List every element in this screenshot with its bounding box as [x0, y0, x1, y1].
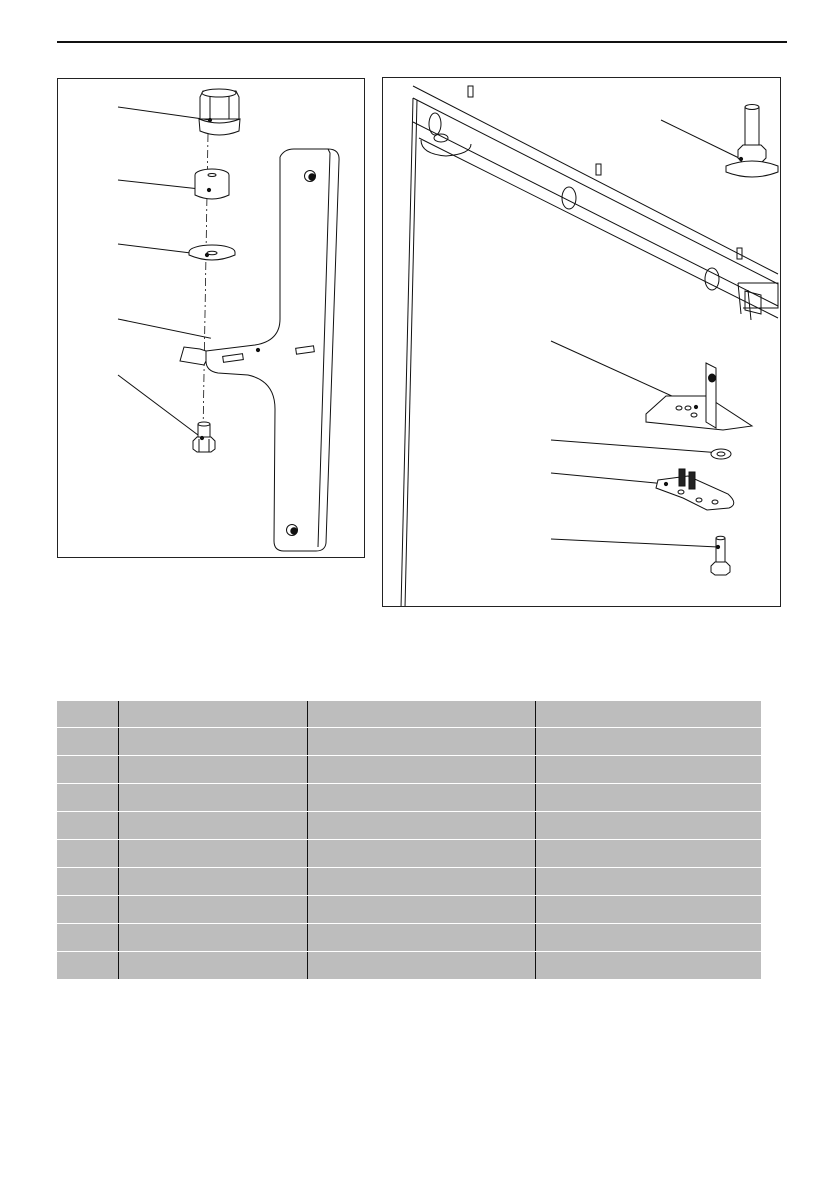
table-cell	[118, 924, 307, 952]
leader-line-c	[551, 440, 721, 453]
table-cell	[118, 868, 307, 896]
table-cell	[307, 728, 535, 756]
table-cell	[118, 840, 307, 868]
hinge-plate-studs-icon	[656, 469, 734, 510]
table-cell	[307, 701, 535, 728]
table-cell	[535, 701, 761, 728]
table-cell	[57, 840, 118, 868]
table-cell	[118, 701, 307, 728]
table-cell	[57, 924, 118, 952]
table-row	[57, 924, 761, 952]
table-cell	[535, 756, 761, 784]
table-cell	[57, 896, 118, 924]
leader-line-d	[551, 473, 666, 484]
table-cell	[57, 952, 118, 980]
table-cell	[307, 840, 535, 868]
table-cell	[57, 756, 118, 784]
table-cell	[57, 868, 118, 896]
table-row	[57, 784, 761, 812]
table-cell	[118, 812, 307, 840]
table-cell	[535, 840, 761, 868]
table-row	[57, 868, 761, 896]
small-washer-icon	[711, 449, 731, 459]
table-row	[57, 701, 761, 728]
table-cell	[535, 784, 761, 812]
table-cell	[307, 952, 535, 980]
table-row	[57, 896, 761, 924]
table-cell	[535, 728, 761, 756]
rail-hole-2	[705, 268, 719, 290]
hinge-bracket-icon	[646, 363, 752, 430]
table-row	[57, 756, 761, 784]
table-cell	[535, 812, 761, 840]
table-row	[57, 728, 761, 756]
table-cell	[535, 924, 761, 952]
adjustable-foot-icon	[726, 105, 778, 178]
bushing-icon	[195, 169, 229, 199]
table-cell	[118, 784, 307, 812]
table-row	[57, 812, 761, 840]
parts-table	[57, 701, 761, 979]
cabinet-base-drawing	[383, 78, 781, 607]
pin-bolt-icon	[711, 536, 730, 575]
table-cell	[118, 756, 307, 784]
leader-line-1	[118, 107, 210, 120]
table-cell	[57, 728, 118, 756]
table-cell	[307, 868, 535, 896]
table-row	[57, 952, 761, 980]
table-cell	[535, 896, 761, 924]
hinge-plate-icon	[180, 149, 339, 551]
table-cell	[307, 896, 535, 924]
table-cell	[57, 701, 118, 728]
header-rule	[57, 41, 787, 43]
hinge-exploded-drawing	[58, 79, 365, 558]
rail-screw-1	[468, 86, 473, 97]
figure-hinge-exploded	[57, 78, 365, 558]
table-cell	[307, 784, 535, 812]
table-cell	[118, 952, 307, 980]
table-cell	[57, 784, 118, 812]
leader-line-e	[551, 539, 718, 547]
bolt-icon	[193, 422, 215, 452]
table-cell	[57, 812, 118, 840]
base-rail	[413, 86, 778, 318]
table-cell	[118, 728, 307, 756]
table-cell	[535, 868, 761, 896]
leader-line-5	[118, 375, 202, 438]
table-cell	[307, 924, 535, 952]
table-cell	[307, 812, 535, 840]
table-row	[57, 840, 761, 868]
washer-icon	[189, 245, 235, 260]
rail-screw-2	[596, 164, 601, 175]
table-cell	[118, 896, 307, 924]
figure-cabinet-base	[382, 77, 781, 607]
leader-line-a	[661, 120, 741, 159]
table-cell	[535, 952, 761, 980]
cap-nut-icon	[199, 89, 240, 135]
table-cell	[307, 756, 535, 784]
